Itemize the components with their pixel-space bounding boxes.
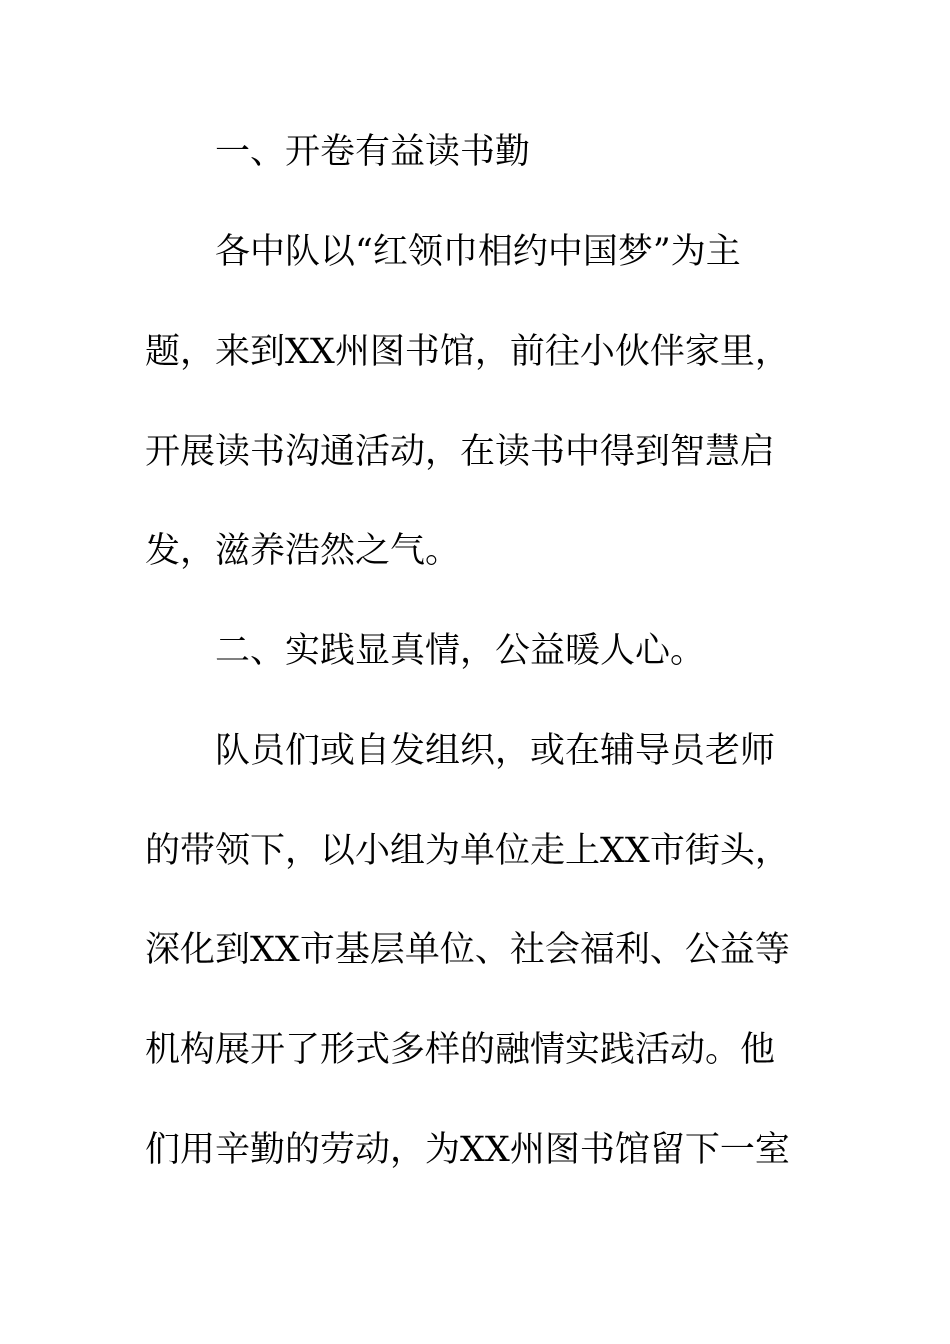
section-heading-2: 二、实践显真情，公益暖人心。 (215, 631, 706, 671)
paragraph-1-line-1: 各中队以“红领巾相约中国梦”为主 (215, 232, 741, 272)
paragraph-2-line-1: 队员们或自发组织，或在辅导员老师 (215, 731, 776, 771)
paragraph-1-line-2: 题，来到XX州图书馆，前往小伙伴家里， (145, 332, 790, 372)
paragraph-2-line-4: 机构展开了形式多样的融情实践活动。他 (145, 1030, 776, 1070)
paragraph-2-line-3: 深化到XX市基层单位、社会福利、公益等 (145, 930, 790, 970)
paragraph-2-line-2: 的带领下，以小组为单位走上XX市街头， (145, 831, 790, 871)
paragraph-1-line-4: 发，滋养浩然之气。 (145, 531, 461, 571)
paragraph-2-line-5: 们用辛勤的劳动，为XX州图书馆留下一室 (145, 1130, 790, 1170)
section-heading-1: 一、开卷有益读书勤 (215, 132, 531, 172)
paragraph-1-line-3: 开展读书沟通活动，在读书中得到智慧启 (145, 432, 776, 472)
